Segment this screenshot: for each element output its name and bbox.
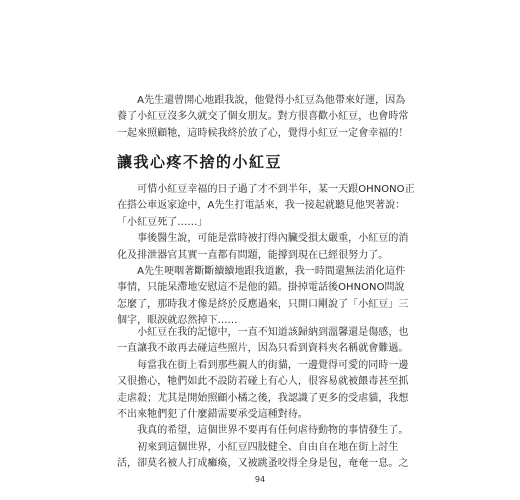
intro-paragraph <box>117 93 409 142</box>
text-line: 個字，眼淚就忍然掉下…… <box>117 315 238 327</box>
text-line: 養了小紅豆沒多久就交了個女朋友。對方很喜歡小紅豆，也會時常 <box>117 111 409 123</box>
text-line: A先生還曾開心地跟我說，他覺得小紅豆為他帶來好運，因為 <box>117 95 406 106</box>
text-line: 一起來照顧牠，這時候我終於放了心，覺得小紅豆一定會幸福的！ <box>117 127 409 139</box>
text-line: 「小紅豆死了……」 <box>117 216 208 228</box>
text-line: 每當我在街上看到那些親人的街貓，一邊覺得可愛的同時一邊 <box>117 359 409 371</box>
text-line: 我真的希望，這個世界不要再有任何虐待動物的事情發生了。 <box>117 425 409 437</box>
page-number: 94 <box>254 475 266 484</box>
text-line: 可惜小紅豆幸福的日子過了才不到半年，某一天跟OHNONO正 <box>117 184 415 195</box>
text-line: 怎麼了，那時我才像是終於反應過來，只開口剛說了「小紅豆」三 <box>117 298 409 310</box>
text-line: 不出來牠們犯了什麼錯需要承受這種對待。 <box>117 409 308 421</box>
text-line: 在搭公車返家途中，A先生打電話來，我一接起就聽見他哭著說： <box>117 200 406 212</box>
section-heading: 讓我心疼不捨的小紅豆 <box>117 153 283 171</box>
memory-paragraphs <box>117 325 409 473</box>
text-line: 又很擔心，牠們如此不設防若碰上有心人，很容易就被餵毒甚至抓 <box>117 376 409 388</box>
text-line: 化及排泄器官其實一直都有問題，能撐到現在已經很努力了。 <box>117 249 389 261</box>
text-line: 事情，只能呆滯地安慰這不是他的錯。掛掉電話後OHNONO問說 <box>117 282 405 294</box>
text-line: 一直讓我不敢再去碰這些照片，因為只看到資料夾名稱就會難過。 <box>117 343 409 355</box>
text-line: 事後醫生說，可能是當時被打得內臟受損太嚴重，小紅豆的消 <box>117 233 409 245</box>
section-paragraphs <box>117 182 415 330</box>
text-line: 小紅豆在我的記憶中，一直不知道該歸納到溫馨還是傷感，也 <box>117 327 409 338</box>
text-line: 活，卻莫名被人打成癱瘓，又被跳蚤咬得全身是包，奄奄一息。之 <box>117 458 409 470</box>
text-line: A先生哽咽著斷斷續續地跟我道歉，我一時間還無法消化這件 <box>117 266 406 278</box>
text-line: 走虐殺；尤其是開始照顧小橘之後，我認識了更多的受虐貓，我想 <box>117 392 409 404</box>
text-line: 初來到這個世界，小紅豆四肢健全、自由自在地在街上討生 <box>117 441 399 453</box>
